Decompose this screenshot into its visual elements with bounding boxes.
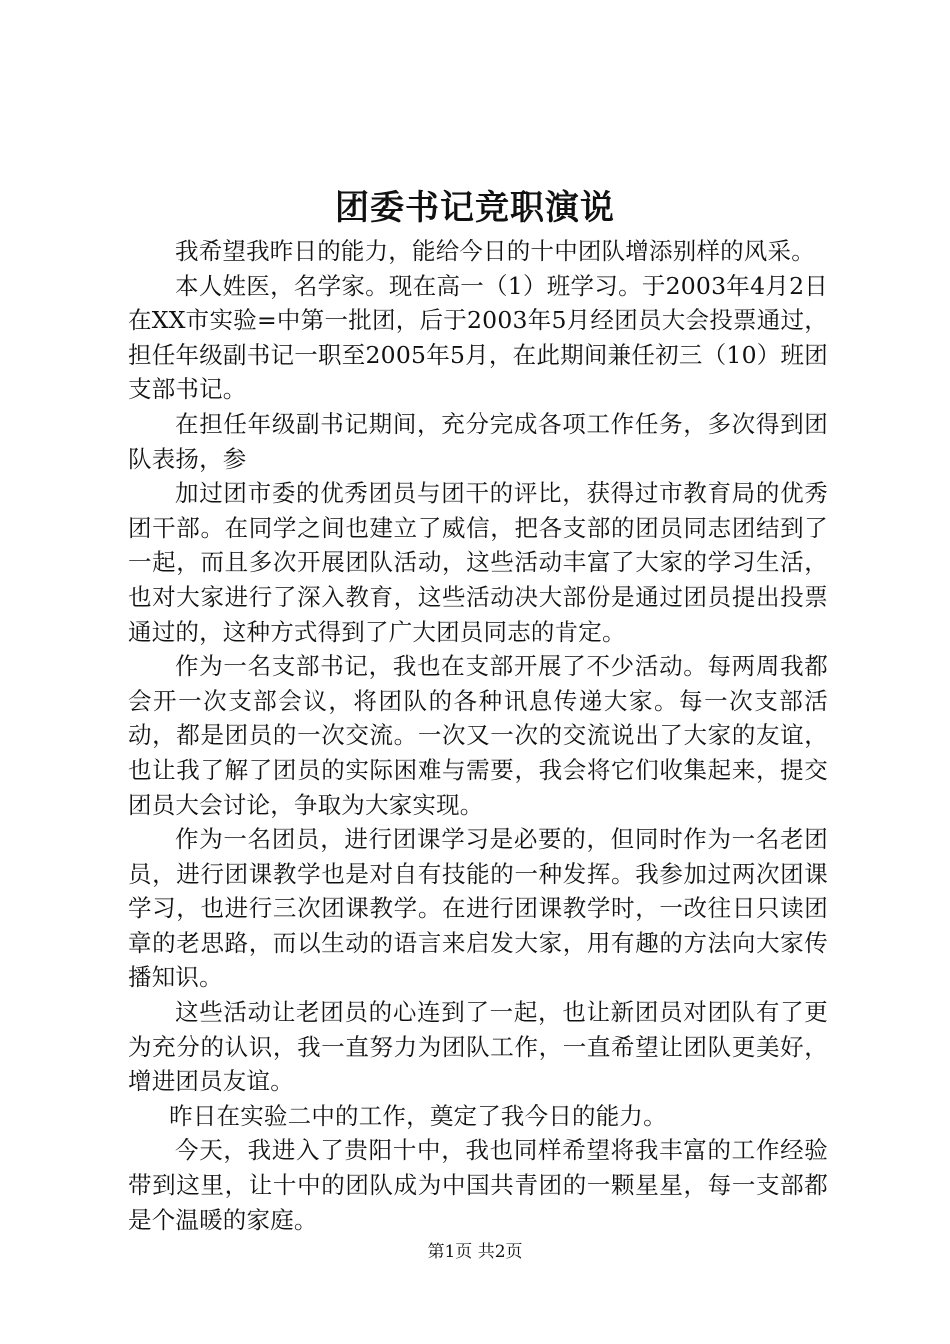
paragraph: 我希望我昨日的能力，能给今日的十中团队增添别样的风采。 xyxy=(175,237,815,265)
paragraph: 昨日在实验二中的工作，奠定了我今日的能力。 xyxy=(169,1101,667,1130)
paragraph: 作为一名团员，进行团课学习是必要的，但同时作为一名老团员，进行团课教学也是对自有技能的一种发挥。我参加过两次团课学习，也进行三次团课教学。在进行团课教学时，一改往日只读团章的老思路，而以生动的语言来启发大家，用有趣的方法向大家传播知识。 xyxy=(128,825,828,992)
document-body xyxy=(128,234,828,1237)
document-title: 团委书记竞职演说 xyxy=(335,188,615,228)
paragraph: 在担任年级副书记期间，充分完成各项工作任务，多次得到团队表扬，参 xyxy=(128,409,828,473)
page-footer: 第1页 共2页 xyxy=(427,1242,523,1262)
paragraph: 本人姓医，名学家。现在高一（1）班学习。于2003年4月2日在XX市实验=中第一批团，后于2003年5月经团员大会投票通过，担任年级副书记一职至2005年5月，在此期间兼任初三（10）班团支部书记。 xyxy=(128,271,828,404)
paragraph: 今天，我进入了贵阳十中，我也同样希望将我丰富的工作经验带到这里，让十中的团队成为中国共青团的一颗星星，每一支部都是个温暖的家庭。 xyxy=(128,1136,828,1234)
paragraph: 加过团市委的优秀团员与团干的评比，获得过市教育局的优秀团干部。在同学之间也建立了威信，把各支部的团员同志团结到了一起，而且多次开展团队活动，这些活动丰富了大家的学习生活，也对大家进行了深入教育，这些活动决大部份是通过团员提出投票通过的，这种方式得到了广大团员同志的肯定。 xyxy=(128,479,828,646)
paragraph: 作为一名支部书记，我也在支部开展了不少活动。每两周我都会开一次支部会议，将团队的各种讯息传递大家。每一次支部活动，都是团员的一次交流。一次又一次的交流说出了大家的友谊，也让我了解了团员的实际困难与需要，我会将它们收集起来，提交团员大会讨论，争取为大家实现。 xyxy=(128,652,828,819)
paragraph: 这些活动让老团员的心连到了一起，也让新团员对团队有了更为充分的认识，我一直努力为团队工作，一直希望让团队更美好，增进团员友谊。 xyxy=(128,998,828,1096)
